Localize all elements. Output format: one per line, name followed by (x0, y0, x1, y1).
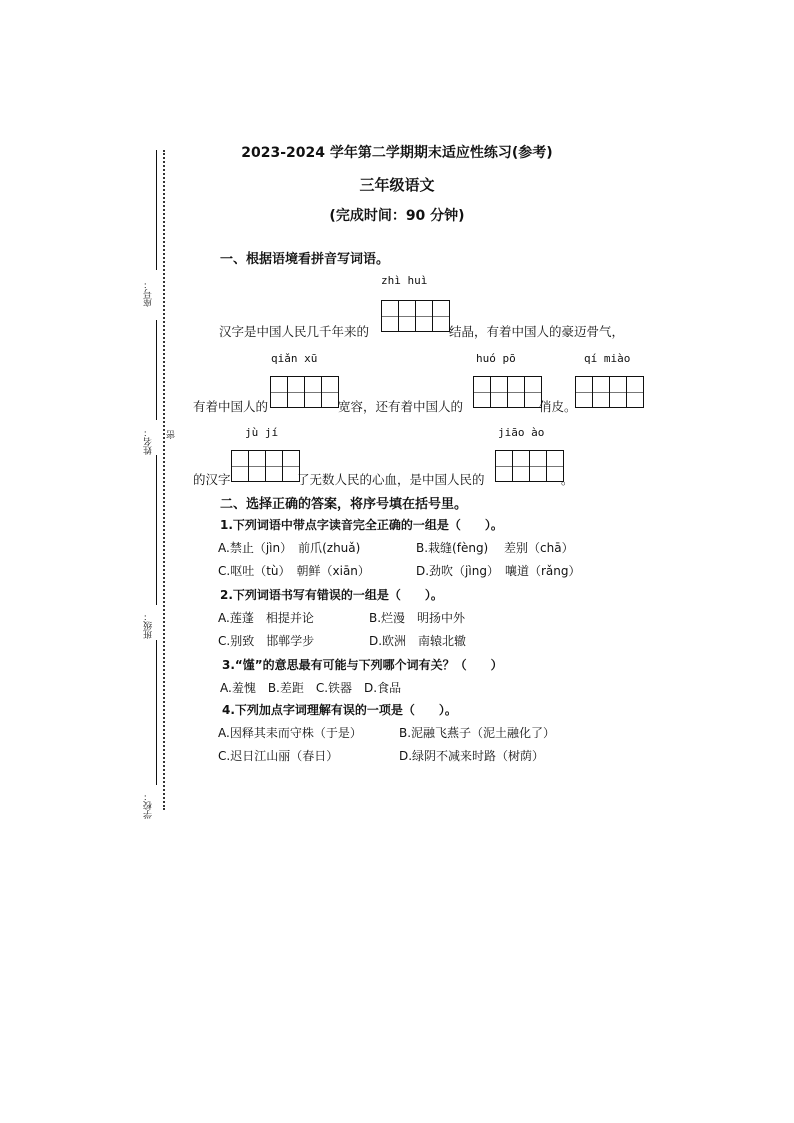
q1-stem: 1.下列词语中带点字读音完全正确的一组是（ ）。 (220, 518, 503, 532)
exam-title: 2023-2024 学年第二学期期末适应性练习(参考) (241, 145, 553, 161)
pinyin-huopo: huó pō (476, 352, 516, 365)
q3-options: A.羞愧 B.差距 C.铁器 D.食品 (220, 681, 402, 695)
pinyin-juji: jù jí (245, 426, 279, 439)
name-line (156, 320, 157, 420)
line3-part1: 的汉字 (193, 472, 231, 487)
line3-part3: 。 (561, 472, 574, 487)
line1-part2: 结晶，有着中国人的豪迈骨气， (449, 324, 625, 339)
line1-part1: 汉字是中国人民几千年来的 (219, 324, 370, 339)
answer-box-huopo[interactable] (473, 376, 542, 408)
line2-part2: 宽容，还有着中国人的 (338, 399, 464, 414)
q3-stem: 3.“馑”的意思最有可能与下列哪个词有关？（ ） (222, 658, 503, 672)
class-label: 班级： (144, 612, 154, 639)
q2-option-b: B.烂漫 明扬中外 (369, 611, 466, 625)
q4-option-a: A.因释其耒而守株（于是） (218, 726, 362, 740)
q2-option-c: C.别致 邯郸学步 (218, 634, 315, 648)
name-label: 姓名： (144, 428, 154, 455)
binding-dotted-line (163, 150, 165, 810)
q1-option-b: B.栽缝(fèng) 差别（chā） (416, 541, 574, 555)
answer-box-qimiao[interactable] (575, 376, 644, 408)
seat-label: 座号： (144, 280, 154, 307)
section2-heading: 二、选择正确的答案，将序号填在括号里。 (220, 497, 468, 512)
answer-box-jiaoao[interactable] (495, 450, 564, 482)
answer-box-zhihui[interactable] (381, 300, 450, 332)
grade-subject: 三年级语文 (359, 176, 435, 194)
answer-box-qianxu[interactable] (270, 376, 339, 408)
class-line (156, 455, 157, 605)
school-label: 学校： (144, 792, 154, 819)
answer-box-juji[interactable] (231, 450, 300, 482)
q4-stem: 4.下列加点字词理解有误的一项是（ ）。 (222, 703, 457, 717)
line3-part2: 了无数人民的心血，是中国人民的 (297, 472, 485, 487)
pinyin-qianxu: qiǎn xū (271, 352, 318, 365)
q4-option-c: C.迟日江山丽（春日） (218, 749, 339, 763)
q1-option-a: A.禁止（jìn） 前爪(zhuǎ) (218, 541, 361, 555)
seal-mark: 密 (167, 430, 177, 439)
q4-option-b: B.泥融飞燕子（泥土融化了） (399, 726, 556, 740)
q2-option-d: D.欧洲 南辕北辙 (369, 634, 467, 648)
q2-stem: 2.下列词语书写有错误的一组是（ ）。 (220, 588, 443, 602)
time-limit: (完成时间：90 分钟) (329, 208, 465, 224)
pinyin-zhihui: zhì huì (381, 274, 428, 287)
section1-heading: 一、根据语境看拼音写词语。 (220, 252, 390, 267)
line2-part3: 俏皮。 (539, 399, 577, 414)
q1-option-d: D.劲吹（jìng） 嚷道（rǎng） (416, 564, 581, 578)
pinyin-jiaoao: jiāo ào (498, 426, 545, 439)
q1-option-c: C.呕吐（tù） 朝鲜（xiān） (218, 564, 370, 578)
q2-option-a: A.莲蓬 相提并论 (218, 611, 314, 625)
line2-part1: 有着中国人的 (193, 399, 269, 414)
school-line (156, 640, 157, 785)
q4-option-d: D.绿阴不减来时路（树荫） (399, 749, 545, 763)
pinyin-qimiao: qí miào (584, 352, 631, 365)
